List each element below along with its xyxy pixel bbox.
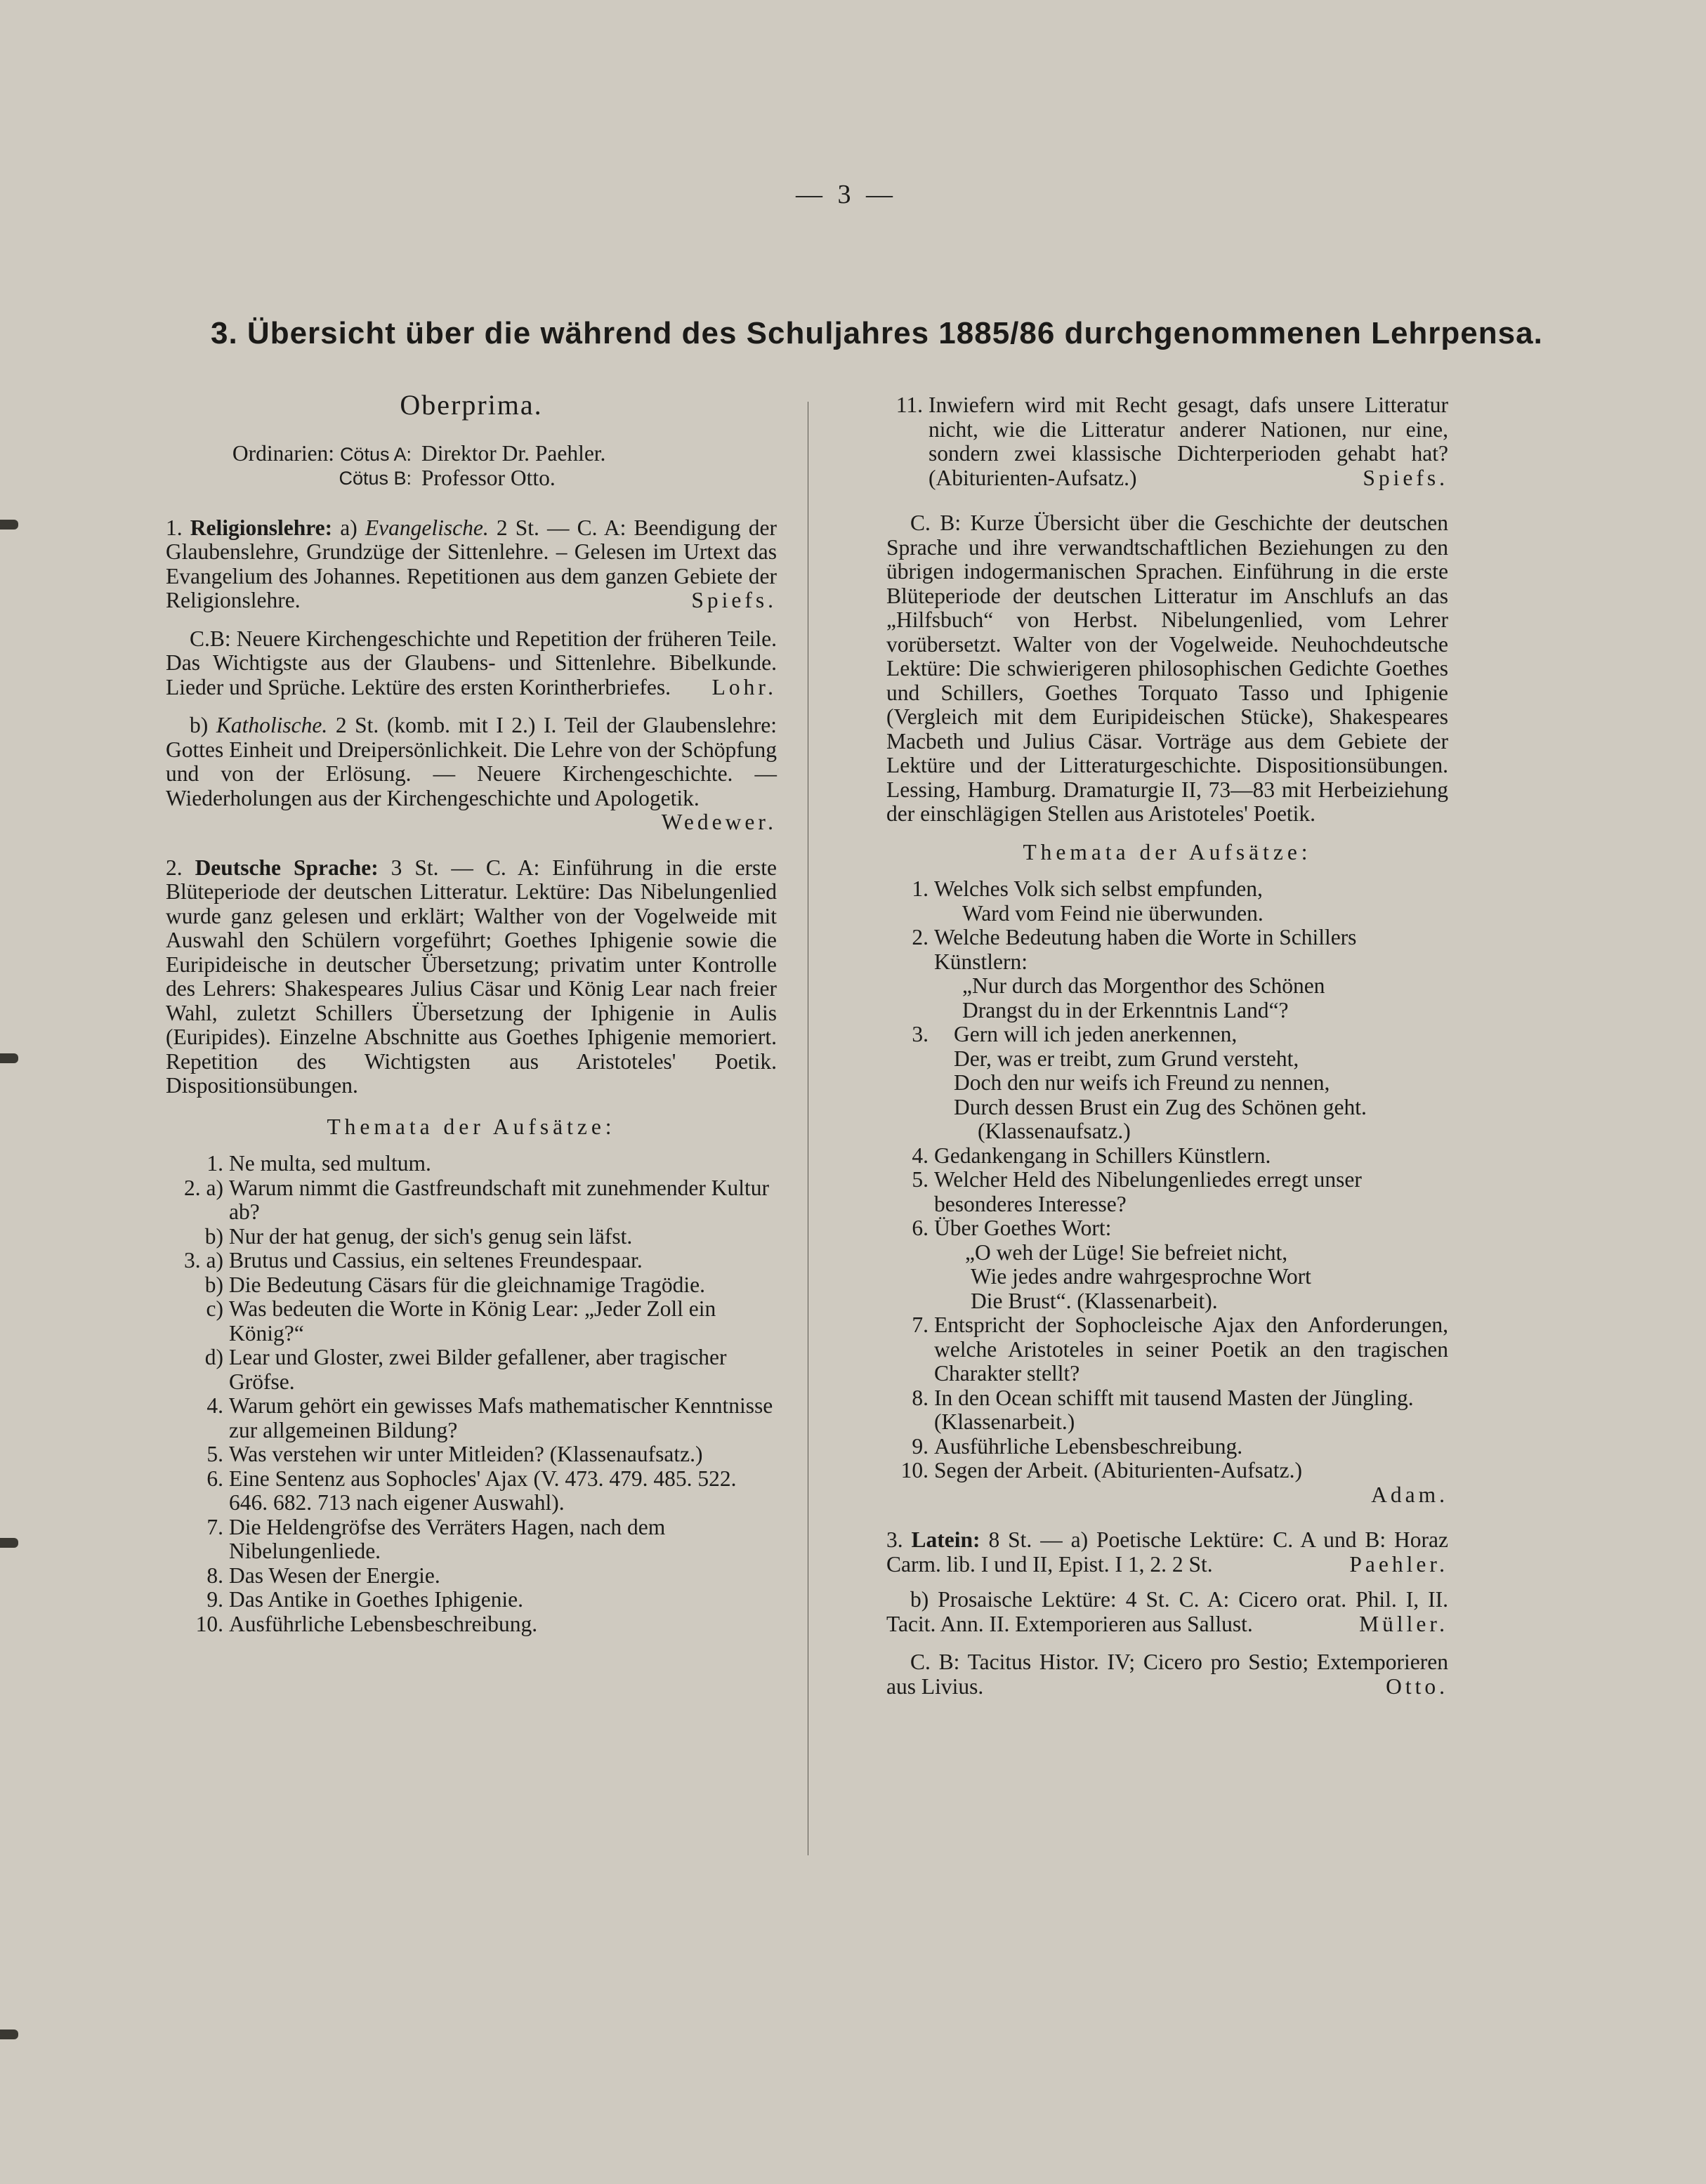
list-item: 9. Das Antike in Goethes Iphigenie. — [206, 1587, 524, 1612]
list-item: 8. Das Wesen der Energie. — [206, 1563, 440, 1588]
teacher-signature: Spiefs. — [1363, 465, 1448, 490]
teacher-signature: Otto. — [1386, 1673, 1448, 1699]
binding-hole-mark — [0, 2030, 18, 2039]
list-item: 5. Was verstehen wir unter Mitleiden? (Klassenaufsatz.) — [206, 1442, 703, 1466]
binding-hole-mark — [0, 1053, 18, 1063]
list-item: b) Nur der hat genug, der sich's genug sein läfst. — [204, 1223, 633, 1249]
deutsch-paragraph: 2. Deutsche Sprache: 3 St. — C. A: Einführung in die erste Blüteperiode der deutschen Litteratur. Lektüre: Das Nibelungenlied wurde ganz gelesen und erklärt; Walther von der Vogelweide mit Auswahl den Schülern vorgeführt; Goethes Iphigenie sowie die Euripideische in deutscher Übersetzung; privatim unter Kontrolle des Lehrers: Shakespeares Julius Cäsar und König Lear nach freier Wahl, zuletzt Schillers Übersetzung der Iphigenie in Aulis (Euripides). Einzelne Abschnitte aus Goethes Iphigenie memoriert. Repetition des Wichtigsten aus Aristoteles' Poetik. Dispositionsübungen. — [166, 855, 777, 1098]
themata-list — [166, 1152, 777, 1636]
list-item: 1. Welches Volk sich selbst empfunden, — [912, 876, 1263, 901]
list-item: d) Lear und Gloster, zwei Bilder gefallener, aber tragischer Gröfse. — [204, 1345, 727, 1394]
list-item: 4. Warum gehört ein gewisses Mafs mathematischer Kenntnisse zur allgemeinen Bildung? — [206, 1393, 773, 1442]
list-item: 9. Ausführliche Lebensbeschreibung. — [912, 1433, 1243, 1459]
section-heading: 3. Übersicht über die während des Schuljahres 1885/86 durchgenommenen Lehrpensa. — [211, 316, 1543, 350]
teacher-signature: Wedewer. — [661, 810, 777, 834]
list-item: 3. Gern will ich jeden anerkennen, — [912, 1022, 1238, 1046]
list-item: 10. Ausführliche Lebensbeschreibung. — [195, 1611, 538, 1636]
latein-prosa: b) Prosaische Lektüre: 4 St. C. A: Cicero orat. Phil. I, II. Tacit. Ann. II. Extemporieren aus Sallust. Müller. — [886, 1587, 1448, 1636]
teacher-signature: Adam. — [1371, 1482, 1448, 1507]
religion-katholisch: b) Katholische. 2 St. (komb. mit I 2.) I. Teil der Glaubenslehre: Gottes Einheit und Dreipersönlichkeit. Die Lehre von der Schöpfung und von der Erlösung. — Neuere Kirchengeschichte. — Wiederholungen aus der Kirchengeschichte und Apologetik. Wedewer. — [166, 713, 777, 834]
list-item: 7. Entspricht der Sophocleische Ajax den Anforderungen, welche Aristoteles in seiner Poetik an den tragischen Charakter stellt? — [912, 1313, 1448, 1386]
list-item: 8. In den Ocean schifft mit tausend Masten der Jüngling. (Klassenarbeit.) — [912, 1385, 1414, 1434]
coetus-b-value: Professor Otto. — [421, 466, 556, 490]
coetus-a-value: Direktor Dr. Paehler. — [421, 440, 606, 466]
teacher-signature: Müller. — [1359, 1611, 1448, 1636]
list-item: 6. Eine Sentenz aus Sophocles' Ajax (V. 473. 479. 485. 522. 646. 682. 713 nach eigener Auswahl). — [206, 1466, 737, 1515]
binding-hole-mark — [0, 1538, 18, 1548]
teacher-signature: Spiefs. — [691, 588, 777, 612]
list-item: 2. Welche Bedeutung haben die Worte in Schillers Künstlern: — [912, 925, 1357, 974]
list-item: 4. Gedankengang in Schillers Künstlern. — [912, 1143, 1271, 1168]
coetus-b-label: Cötus B: — [339, 468, 412, 489]
left-column — [166, 389, 777, 1636]
deutsch-coetus-b: C. B: Kurze Übersicht über die Geschichte der deutschen Sprache und ihre verwandtschaftlichen Beziehungen zu den übrigen indogermanischen Sprachen. Einführung in die erste Blüteperiode der deutschen Litteratur im Anschlufs an das „Hilfsbuch“ von Herbst. Nibelungenlied, vom Lehrer vorübersetzt. Walter von der Vogelweide. Neuhochdeutsche Lektüre: Die schwierigeren philosophischen Gedichte Goethes und Schillers, Goethes Torquato Tasso und Iphigenie (Vergleich mit dem Euripideischen Stücke), Shakespeares Macbeth und Julius Cäsar. Vorträge aus dem Gebiete der Lektüre und der Litteraturgeschichte. Dispositionsübungen. Lessing, Hamburg. Dramaturgie II, 73—83 mit Herbeiziehung der einschlägigen Stellen aus Aristoteles' Poetik. — [886, 511, 1448, 826]
themata-heading: Themata der Aufsätze: — [1023, 839, 1312, 864]
class-title: Oberprima. — [400, 389, 543, 421]
list-item: 7. Die Heldengröfse des Verräters Hagen, nach dem Nibelungenliede. — [206, 1514, 666, 1563]
ordinarien-block — [166, 442, 777, 491]
right-column — [886, 393, 1448, 1699]
latein-title: Latein: — [911, 1527, 980, 1552]
list-item: 3. a) Brutus und Cassius, ein seltenes Freundespaar. — [184, 1248, 643, 1272]
religion-evangelisch: 1. Religionslehre: a) Evangelische. 2 St. — C. A: Beendigung der Glaubenslehre, Grundzüge der Sittenlehre. – Gelesen im Urtext das Evangelium des Johannes. Repetitionen aus dem ganzen Gebiete der Religionslehre. Spiefs. — [166, 515, 777, 612]
deutsch-item-11: 11. Inwiefern wird mit Recht gesagt, dafs unsere Litteratur nicht, wie die Litteratur anderer Nationen, nur eine, sondern zwei klassische Dichterperioden gehabt hat? (Abiturienten-Aufsatz.) Spiefs. — [895, 393, 1448, 490]
list-item: 1. Ne multa, sed multum. — [206, 1151, 431, 1176]
latein-coetus-b: C. B: Tacitus Histor. IV; Cicero pro Sestio; Extemporieren aus Livius. Otto. — [886, 1650, 1448, 1699]
religion-title: Religionslehre: — [190, 515, 333, 540]
list-item: 5. Welcher Held des Nibelungenliedes erregt unser besonderes Interesse? — [912, 1167, 1362, 1216]
page-number: — 3 — — [796, 180, 897, 209]
teacher-signature: Paehler. — [1349, 1551, 1448, 1577]
latein-paragraph: 3. Latein: 8 St. — a) Poetische Lektüre: C. A und B: Horaz Carm. lib. I und II, Epist. I 1, 2. 2 St. Paehler. — [886, 1527, 1449, 1577]
list-item: 10. Segen der Arbeit. (Abiturienten-Aufsatz.) — [900, 1458, 1302, 1482]
themata-list-right: 1. Welches Volk sich selbst empfunden, Ward vom Feind nie überwunden. 2. Welche Bedeutung haben die Worte in Schillers Künstlern: „Nur durch das Morgenthor des Schönen Drangst du in der Erkenntnis Land“? 3. Gern will ich jeden anerkennen, Der, was er treibt, zum Grund versteht, Doch den nur weifs ich Freund zu nennen, Durch dessen Brust ein Zug des Schönen geht. (Klassenaufsatz.) 4. Gedankengang in Schillers Künstlern. 5. Welcher Held des Nibelungenliedes erregt unser besonderes Interesse? 6. Über Goethes Wort: „O weh der Lüge! Sie befreiet nicht, Wie jedes andre wahrgesprochne Wort Die Brust“. (Klassenarbeit). 7. Entspricht der Sophocleische Ajax den Anforderungen, welche Aristoteles in seiner Poetik an den tragischen Charakter stellt? 8. In den Ocean schifft mit tausend Masten der Jüngling. (Klassenarbeit.) 9. Ausführliche Lebensbeschreibung. 10. Segen der Arbeit. (Abiturienten-Aufsatz.) Adam. — [886, 877, 1448, 1507]
list-item: 6. Über Goethes Wort: — [912, 1216, 1112, 1240]
deutsch-title: Deutsche Sprache: — [195, 855, 379, 880]
ordinarien-label: Ordinarien: — [232, 440, 335, 466]
binding-hole-mark — [0, 520, 18, 529]
themata-heading: Themata der Aufsätze: — [327, 1114, 616, 1139]
coetus-a-label: Cötus A: — [339, 443, 412, 465]
list-item: 2. a) Warum nimmt die Gastfreundschaft mit zunehmender Kultur ab? — [184, 1175, 769, 1224]
list-item: b) Die Bedeutung Cäsars für die gleichnamige Tragödie. — [204, 1272, 705, 1297]
religion-coetus-b: C.B: Neuere Kirchengeschichte und Repetition der früheren Teile. Das Wichtigste aus der Glaubens- und Sittenlehre. Bibelkunde. Lieder und Sprüche. Lektüre des ersten Korintherbriefes. Lohr. — [166, 626, 777, 699]
list-item: c) Was bedeuten die Worte in König Lear: „Jeder Zoll ein König?“ — [206, 1296, 716, 1346]
teacher-signature: Lohr. — [711, 674, 777, 699]
